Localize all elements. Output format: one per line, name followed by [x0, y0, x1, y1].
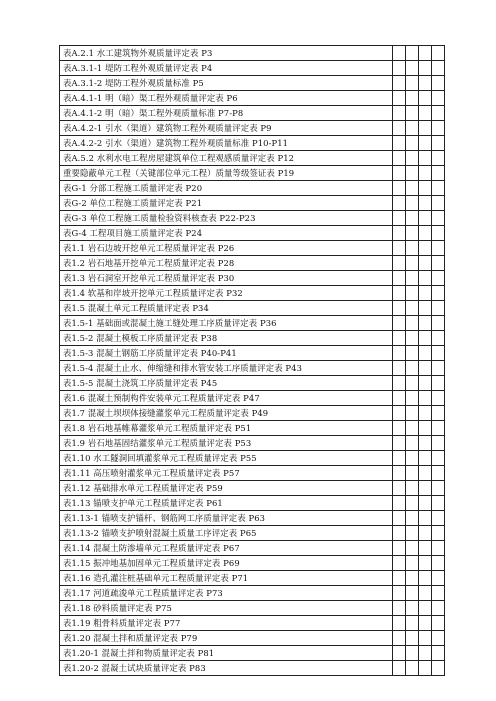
check-cell: [393, 601, 406, 616]
check-cell: [406, 391, 419, 406]
check-cell: [419, 286, 432, 301]
form-title-cell: 重要隐蔽单元工程（关键部位单元工程）质量等级签证表 P19: [60, 166, 393, 181]
check-cell: [432, 136, 445, 151]
form-title-cell: 表1.20 混凝土拌和质量评定表 P79: [60, 631, 393, 646]
check-cell: [419, 496, 432, 511]
check-cell: [393, 631, 406, 646]
table-row: [60, 151, 445, 166]
check-cell: [419, 451, 432, 466]
check-cell: [419, 586, 432, 601]
check-cell: [406, 286, 419, 301]
table-row: [60, 586, 445, 601]
check-cell: [432, 616, 445, 631]
check-cell: [419, 361, 432, 376]
form-title-cell: 表1.5-5 混凝土浇筑工序质量评定表 P45: [60, 376, 393, 391]
document-index-table-container: [59, 45, 445, 676]
check-cell: [432, 496, 445, 511]
check-cell: [432, 106, 445, 121]
check-cell: [432, 256, 445, 271]
check-cell: [393, 616, 406, 631]
check-cell: [393, 301, 406, 316]
form-title-cell: 表A.5.2 水利水电工程房屋建筑单位工程观感质量评定表 P12: [60, 151, 393, 166]
check-cell: [419, 481, 432, 496]
check-cell: [419, 541, 432, 556]
form-title-cell: 表G-3 单位工程施工质量检验资料核查表 P22-P23: [60, 211, 393, 226]
table-row: [60, 406, 445, 421]
table-row: [60, 316, 445, 331]
form-title-cell: 表1.17 河道疏浚单元工程质量评定表 P73: [60, 586, 393, 601]
table-row: [60, 556, 445, 571]
check-cell: [406, 376, 419, 391]
table-body: [60, 46, 445, 676]
check-cell: [393, 421, 406, 436]
table-row: [60, 181, 445, 196]
check-cell: [406, 346, 419, 361]
form-title-cell: 表1.2 岩石地基开挖单元工程质量评定表 P28: [60, 256, 393, 271]
check-cell: [432, 151, 445, 166]
form-title-cell: 表1.20-2 混凝土试块质量评定表 P83: [60, 661, 393, 676]
form-title-cell: 表G-1 分部工程施工质量评定表 P20: [60, 181, 393, 196]
check-cell: [419, 376, 432, 391]
form-title-cell: 表A.2.1 水工建筑物外观质量评定表 P3: [60, 46, 393, 61]
check-cell: [393, 241, 406, 256]
table-row: [60, 496, 445, 511]
form-title-cell: 表A.3.1-2 堤防工程外观质量标准 P5: [60, 76, 393, 91]
check-cell: [406, 481, 419, 496]
check-cell: [419, 601, 432, 616]
check-cell: [393, 211, 406, 226]
check-cell: [419, 91, 432, 106]
check-cell: [393, 376, 406, 391]
form-title-cell: 表1.5-1 基础面或混凝土施工缝处理工序质量评定表 P36: [60, 316, 393, 331]
form-title-cell: 表1.13-1 锚喷支护锚杆、钢筋网工序质量评定表 P63: [60, 511, 393, 526]
check-cell: [406, 166, 419, 181]
check-cell: [406, 361, 419, 376]
check-cell: [393, 226, 406, 241]
check-cell: [393, 166, 406, 181]
form-title-cell: 表1.16 造孔灌注桩基础单元工程质量评定表 P71: [60, 571, 393, 586]
table-row: [60, 646, 445, 661]
check-cell: [419, 241, 432, 256]
check-cell: [393, 646, 406, 661]
check-cell: [393, 391, 406, 406]
check-cell: [432, 361, 445, 376]
check-cell: [432, 301, 445, 316]
table-row: [60, 346, 445, 361]
check-cell: [393, 286, 406, 301]
check-cell: [393, 541, 406, 556]
check-cell: [406, 541, 419, 556]
check-cell: [406, 661, 419, 676]
check-cell: [406, 616, 419, 631]
form-title-cell: 表1.5-2 混凝土模板工序质量评定表 P38: [60, 331, 393, 346]
check-cell: [406, 211, 419, 226]
form-title-cell: 表1.13 锚喷支护单元工程质量评定表 P61: [60, 496, 393, 511]
table-row: [60, 421, 445, 436]
check-cell: [432, 631, 445, 646]
form-title-cell: 表1.14 混凝土防渗墙单元工程质量评定表 P67: [60, 541, 393, 556]
check-cell: [406, 511, 419, 526]
table-row: [60, 616, 445, 631]
document-index-table: [59, 45, 445, 676]
check-cell: [419, 346, 432, 361]
form-title-cell: 表1.13-2 锚喷支护喷射混凝土质量工序评定表 P65: [60, 526, 393, 541]
form-title-cell: 表1.9 岩石地基固结灌浆单元工程质量评定表 P53: [60, 436, 393, 451]
form-title-cell: 表1.12 基础排水单元工程质量评定表 P59: [60, 481, 393, 496]
form-title-cell: 表1.19 粗骨料质量评定表 P77: [60, 616, 393, 631]
form-title-cell: 表A.4.2-1 引水（渠道）建筑物工程外观质量评定表 P9: [60, 121, 393, 136]
check-cell: [393, 316, 406, 331]
check-cell: [393, 556, 406, 571]
form-title-cell: 表1.6 混凝土预制构件安装单元工程质量评定表 P47: [60, 391, 393, 406]
check-cell: [406, 181, 419, 196]
table-row: [60, 526, 445, 541]
check-cell: [432, 556, 445, 571]
check-cell: [406, 151, 419, 166]
check-cell: [419, 136, 432, 151]
check-cell: [406, 331, 419, 346]
table-row: [60, 241, 445, 256]
check-cell: [419, 391, 432, 406]
check-cell: [393, 136, 406, 151]
check-cell: [432, 271, 445, 286]
check-cell: [419, 466, 432, 481]
check-cell: [432, 406, 445, 421]
table-row: [60, 211, 445, 226]
table-row: [60, 226, 445, 241]
check-cell: [406, 121, 419, 136]
check-cell: [406, 106, 419, 121]
check-cell: [419, 76, 432, 91]
table-row: [60, 481, 445, 496]
table-row: [60, 331, 445, 346]
check-cell: [419, 301, 432, 316]
check-cell: [419, 631, 432, 646]
check-cell: [406, 91, 419, 106]
check-cell: [419, 151, 432, 166]
table-row: [60, 166, 445, 181]
check-cell: [432, 421, 445, 436]
check-cell: [406, 466, 419, 481]
check-cell: [432, 601, 445, 616]
check-cell: [419, 511, 432, 526]
check-cell: [419, 616, 432, 631]
check-cell: [419, 271, 432, 286]
check-cell: [419, 316, 432, 331]
check-cell: [406, 226, 419, 241]
check-cell: [406, 451, 419, 466]
check-cell: [406, 136, 419, 151]
check-cell: [406, 76, 419, 91]
table-row: [60, 466, 445, 481]
check-cell: [432, 646, 445, 661]
check-cell: [432, 451, 445, 466]
table-row: [60, 571, 445, 586]
check-cell: [432, 61, 445, 76]
check-cell: [406, 436, 419, 451]
check-cell: [419, 436, 432, 451]
form-title-cell: 表G-2 单位工程施工质量评定表 P21: [60, 196, 393, 211]
check-cell: [406, 46, 419, 61]
table-row: [60, 91, 445, 106]
check-cell: [393, 406, 406, 421]
check-cell: [432, 436, 445, 451]
table-row: [60, 361, 445, 376]
check-cell: [406, 586, 419, 601]
check-cell: [419, 661, 432, 676]
table-row: [60, 76, 445, 91]
form-title-cell: 表1.10 水工隧洞回填灌浆单元工程质量评定表 P55: [60, 451, 393, 466]
form-title-cell: 表1.3 岩石洞室开挖单元工程质量评定表 P30: [60, 271, 393, 286]
check-cell: [432, 331, 445, 346]
form-title-cell: 表1.5 混凝土单元工程质量评定表 P34: [60, 301, 393, 316]
table-row: [60, 511, 445, 526]
check-cell: [432, 181, 445, 196]
table-row: [60, 136, 445, 151]
check-cell: [406, 631, 419, 646]
check-cell: [419, 556, 432, 571]
form-title-cell: 表1.20-1 混凝土拌和物质量评定表 P81: [60, 646, 393, 661]
check-cell: [432, 541, 445, 556]
check-cell: [406, 196, 419, 211]
check-cell: [432, 526, 445, 541]
check-cell: [419, 526, 432, 541]
check-cell: [406, 241, 419, 256]
check-cell: [406, 301, 419, 316]
check-cell: [406, 556, 419, 571]
check-cell: [406, 316, 419, 331]
form-title-cell: 表G-4 工程项目施工质量评定表 P24: [60, 226, 393, 241]
form-title-cell: 表1.18 砂料质量评定表 P75: [60, 601, 393, 616]
check-cell: [432, 211, 445, 226]
check-cell: [406, 61, 419, 76]
check-cell: [419, 106, 432, 121]
form-title-cell: 表1.5-3 混凝土钢筋工序质量评定表 P40-P41: [60, 346, 393, 361]
check-cell: [406, 271, 419, 286]
table-row: [60, 436, 445, 451]
check-cell: [432, 391, 445, 406]
check-cell: [419, 421, 432, 436]
check-cell: [393, 106, 406, 121]
check-cell: [432, 346, 445, 361]
check-cell: [393, 361, 406, 376]
check-cell: [432, 586, 445, 601]
check-cell: [406, 421, 419, 436]
check-cell: [393, 151, 406, 166]
check-cell: [419, 181, 432, 196]
form-title-cell: 表1.8 岩石地基帷幕灌浆单元工程质量评定表 P51: [60, 421, 393, 436]
check-cell: [432, 286, 445, 301]
check-cell: [406, 496, 419, 511]
check-cell: [393, 571, 406, 586]
check-cell: [393, 496, 406, 511]
table-row: [60, 121, 445, 136]
check-cell: [406, 406, 419, 421]
table-row: [60, 46, 445, 61]
check-cell: [419, 406, 432, 421]
form-title-cell: 表1.4 软基和岸坡开挖单元工程质量评定表 P32: [60, 286, 393, 301]
check-cell: [393, 436, 406, 451]
check-cell: [393, 256, 406, 271]
form-title-cell: 表A.3.1-1 堤防工程外观质量评定表 P4: [60, 61, 393, 76]
check-cell: [432, 226, 445, 241]
table-row: [60, 271, 445, 286]
check-cell: [393, 586, 406, 601]
table-row: [60, 196, 445, 211]
form-title-cell: 表1.1 岩石边坡开挖单元工程质量评定表 P26: [60, 241, 393, 256]
check-cell: [419, 121, 432, 136]
check-cell: [393, 466, 406, 481]
check-cell: [432, 511, 445, 526]
check-cell: [393, 661, 406, 676]
form-title-cell: 表1.11 高压喷射灌浆单元工程质量评定表 P57: [60, 466, 393, 481]
check-cell: [393, 196, 406, 211]
check-cell: [406, 526, 419, 541]
check-cell: [393, 451, 406, 466]
check-cell: [393, 91, 406, 106]
table-row: [60, 106, 445, 121]
table-row: [60, 301, 445, 316]
check-cell: [419, 256, 432, 271]
check-cell: [393, 511, 406, 526]
check-cell: [432, 166, 445, 181]
check-cell: [419, 166, 432, 181]
check-cell: [419, 571, 432, 586]
check-cell: [393, 481, 406, 496]
check-cell: [432, 466, 445, 481]
check-cell: [406, 646, 419, 661]
check-cell: [432, 46, 445, 61]
form-title-cell: 表A.4.2-2 引水（渠道）建筑物工程外观质量标准 P10-P11: [60, 136, 393, 151]
form-title-cell: 表A.4.1-2 明（暗）渠工程外观质量标准 P7-P8: [60, 106, 393, 121]
check-cell: [432, 241, 445, 256]
form-title-cell: 表1.15 振冲地基加固单元工程质量评定表 P69: [60, 556, 393, 571]
table-row: [60, 391, 445, 406]
check-cell: [432, 481, 445, 496]
form-title-cell: 表1.7 混凝土坝坝体接缝灌浆单元工程质量评定表 P49: [60, 406, 393, 421]
check-cell: [393, 346, 406, 361]
check-cell: [393, 61, 406, 76]
check-cell: [432, 121, 445, 136]
check-cell: [432, 196, 445, 211]
check-cell: [393, 181, 406, 196]
table-row: [60, 61, 445, 76]
table-row: [60, 541, 445, 556]
check-cell: [432, 91, 445, 106]
form-title-cell: 表1.5-4 混凝土止水、伸缩缝和排水管安装工序质量评定表 P43: [60, 361, 393, 376]
check-cell: [393, 76, 406, 91]
check-cell: [432, 571, 445, 586]
check-cell: [393, 526, 406, 541]
table-row: [60, 661, 445, 676]
check-cell: [419, 226, 432, 241]
table-row: [60, 631, 445, 646]
check-cell: [419, 211, 432, 226]
check-cell: [419, 46, 432, 61]
check-cell: [419, 646, 432, 661]
table-row: [60, 451, 445, 466]
check-cell: [393, 331, 406, 346]
check-cell: [432, 316, 445, 331]
check-cell: [432, 376, 445, 391]
check-cell: [393, 46, 406, 61]
form-title-cell: 表A.4.1-1 明（暗）渠工程外观质量评定表 P6: [60, 91, 393, 106]
check-cell: [432, 76, 445, 91]
check-cell: [406, 601, 419, 616]
table-row: [60, 376, 445, 391]
check-cell: [406, 256, 419, 271]
check-cell: [393, 121, 406, 136]
check-cell: [419, 331, 432, 346]
table-row: [60, 286, 445, 301]
check-cell: [419, 61, 432, 76]
check-cell: [419, 196, 432, 211]
table-row: [60, 601, 445, 616]
check-cell: [432, 661, 445, 676]
check-cell: [406, 571, 419, 586]
table-row: [60, 256, 445, 271]
check-cell: [393, 271, 406, 286]
